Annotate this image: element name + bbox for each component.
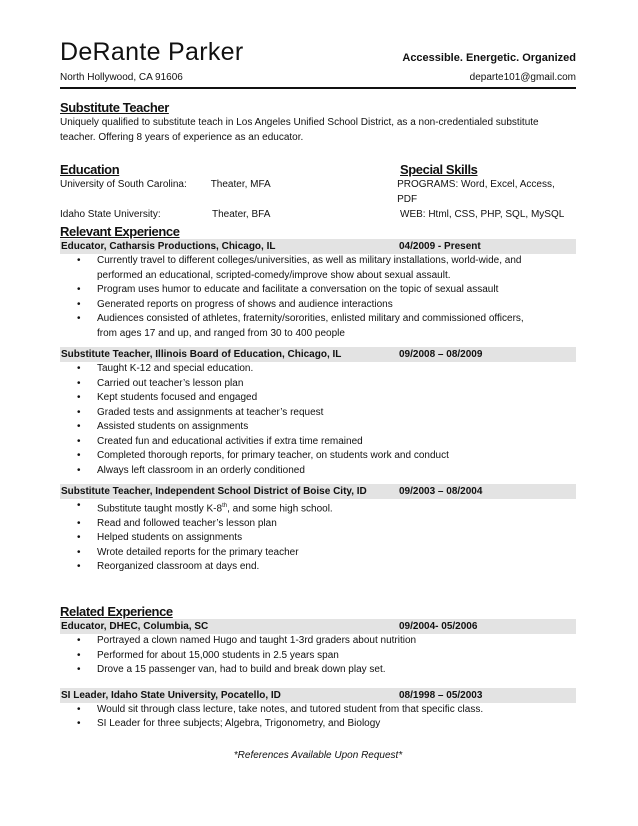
location: North Hollywood, CA 91606	[60, 72, 183, 83]
job-dates: 04/2009 - Present	[399, 241, 481, 252]
job-title: Substitute Teacher, Independent School District of Boise City, ID	[61, 486, 367, 497]
bullet-item: • Substitute taught mostly K-8th, and some high school.	[97, 499, 576, 517]
job-header	[60, 619, 576, 634]
job-bullets	[60, 362, 576, 478]
objective-section	[60, 100, 576, 145]
bullet-item: • Assisted students on assignments	[97, 420, 576, 435]
objective-line-2: teacher. Offering 8 years of experience as an educator.	[60, 132, 304, 143]
bullet-item: • SI Leader for three subjects; Algebra, Trigonometry, and Biology	[97, 717, 576, 732]
job-dates: 08/1998 – 05/2003	[399, 689, 483, 701]
references-note: *References Available Upon Request*	[233, 750, 403, 761]
objective-line-1: Uniquely qualified to substitute teach in Los Angeles Unified School District, as a non-credentialed substitute	[60, 117, 539, 128]
bullet-item: • Reorganized classroom at days end.	[97, 560, 576, 575]
bullet-item: • Program uses humor to educate and facilitate a conversation on the topic of sexual assault	[97, 283, 576, 298]
bullet-item: • Taught K-12 and special education.	[97, 362, 576, 377]
job-dates: 09/2003 – 08/2004	[399, 486, 483, 497]
tagline: Accessible. Energetic. Organized	[402, 52, 576, 64]
bullet-item: • Always left classroom in an orderly conditioned	[97, 464, 576, 479]
job-dates: 09/2004- 05/2006	[399, 621, 478, 632]
bullet-item: • Read and followed teacher’s lesson plan	[97, 517, 576, 532]
bullet-item: • Currently travel to different colleges/universities, as well as military installations, world-wide, and performed an educational, scripted-comedy/improve show about sexual assault.	[97, 254, 576, 283]
bullet-item: • Carried out teacher’s lesson plan	[97, 377, 576, 392]
bullet-item: • Created fun and educational activities if extra time remained	[97, 435, 576, 450]
job-title: Substitute Teacher, Illinois Board of Education, Chicago, IL	[61, 349, 342, 360]
degree: Theater, BFA	[212, 209, 271, 220]
relevant-experience-heading: Relevant Experience	[60, 224, 180, 239]
bullet-item: • Would sit through class lecture, take notes, and tutored student from that specific class.	[97, 703, 576, 718]
job-title: Educator, Catharsis Productions, Chicago, IL	[61, 241, 276, 252]
job-bullets	[60, 499, 576, 575]
related-experience-section	[60, 604, 576, 732]
skills-heading: Special Skills	[400, 162, 478, 177]
bullet-item: • Wrote detailed reports for the primary teacher	[97, 546, 576, 561]
bullet-item: • Graded tests and assignments at teacher’s request	[97, 406, 576, 421]
job-bullets	[60, 634, 576, 678]
job-bullets	[60, 254, 576, 341]
job-title: Educator, DHEC, Columbia, SC	[61, 621, 209, 632]
job-header	[60, 239, 576, 254]
candidate-name: DeRante Parker	[60, 38, 244, 66]
education-row	[60, 177, 576, 207]
job-bullets	[60, 703, 576, 732]
job-header	[60, 484, 576, 499]
job-title: SI Leader, Idaho State University, Pocatello, ID	[61, 689, 281, 701]
skill-line: PROGRAMS: Word, Excel, Access, PDF	[397, 179, 555, 205]
bullet-item: • Portrayed a clown named Hugo and taught 1-3rd graders about nutrition	[97, 634, 576, 649]
bullet-item: • Completed thorough reports, for primary teacher, on students work and conduct	[97, 449, 576, 464]
education-heading: Education	[60, 162, 120, 177]
objective-heading: Substitute Teacher	[60, 100, 169, 115]
bullet-item: • Drove a 15 passenger van, had to build and break down play set.	[97, 663, 576, 678]
bullet-item: • Performed for about 15,000 students in 2.5 years span	[97, 649, 576, 664]
bullet-item: • Audiences consisted of athletes, fraternity/sororities, enlisted military and commissioned officers, from ages 17 and up, and ranged from 30 to 400 people	[97, 312, 576, 341]
education-skills-section	[60, 162, 576, 222]
job-header	[60, 347, 576, 362]
bullet-item: • Kept students focused and engaged	[97, 391, 576, 406]
bullet-item: • Generated reports on progress of shows and audience interactions	[97, 298, 576, 313]
bullet-item: • Helped students on assignments	[97, 531, 576, 546]
school-name: University of South Carolina:	[60, 179, 187, 190]
job-header	[60, 688, 576, 703]
degree: Theater, MFA	[210, 179, 271, 190]
skill-line: WEB: Html, CSS, PHP, SQL, MySQL	[400, 209, 565, 220]
related-experience-heading: Related Experience	[60, 604, 173, 619]
email-address[interactable]: departe101@gmail.com	[469, 72, 576, 83]
job-dates: 09/2008 – 08/2009	[399, 349, 483, 360]
education-row	[60, 207, 576, 222]
header-rule	[60, 87, 576, 89]
relevant-experience-section	[60, 224, 576, 575]
school-name: Idaho State University:	[60, 209, 161, 220]
